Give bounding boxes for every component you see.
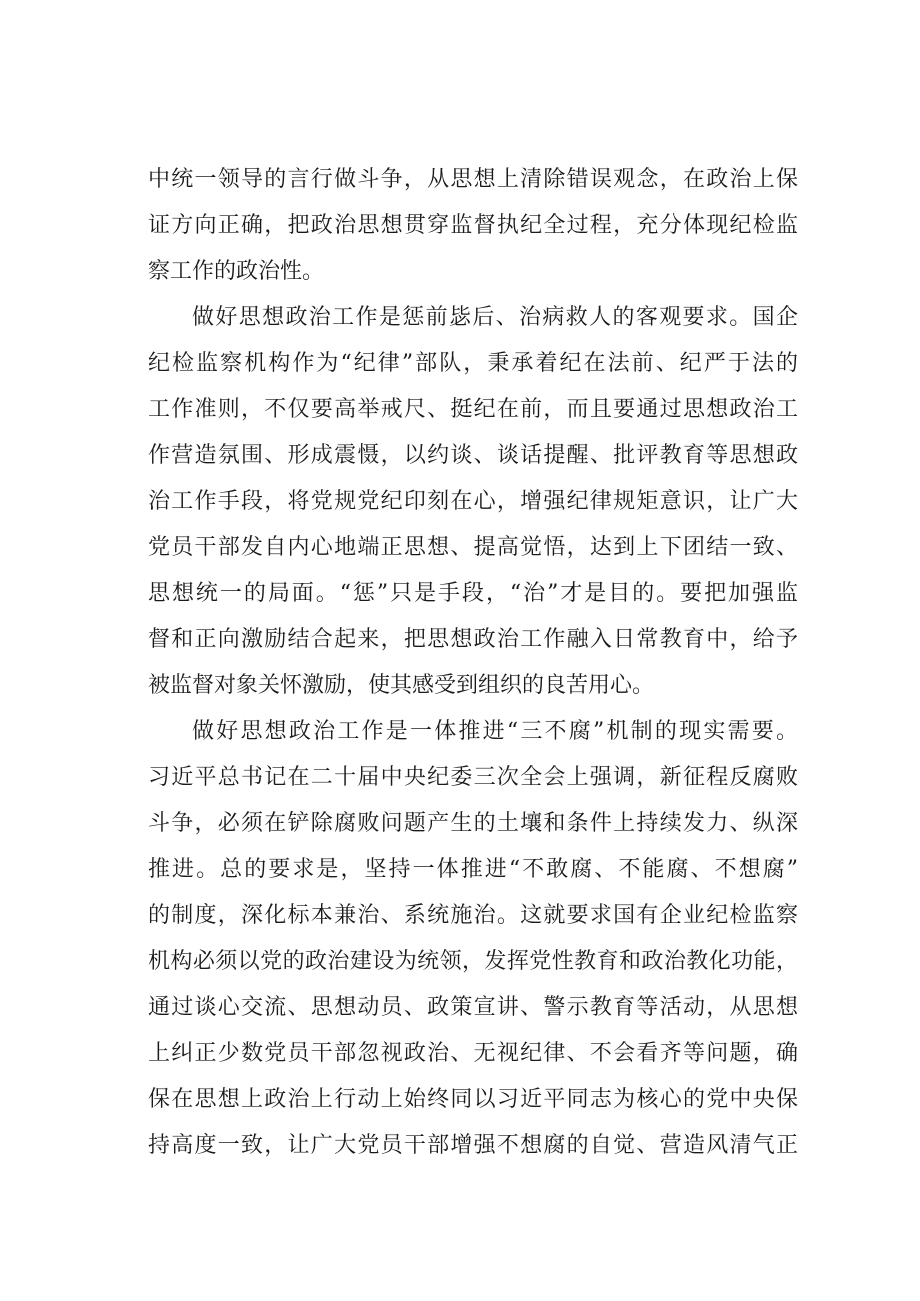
paragraph-2 bbox=[148, 295, 798, 709]
text-line: 上纠正少数党员干部忽视政治、无视纪律、不会看齐等问题，确 bbox=[148, 1041, 798, 1066]
text-line: 纪检监察机构作为“纪律”部队，秉承着纪在法前、纪严于法的 bbox=[148, 351, 798, 376]
text-line: 做好思想政治工作是一体推进“三不腐”机制的现实需要。 bbox=[192, 719, 798, 744]
paragraph-1 bbox=[148, 157, 798, 295]
text-line: 思想统一的局面。“惩”只是手段，“治”才是目的。要把加强监 bbox=[148, 581, 798, 606]
paragraph-3 bbox=[148, 709, 798, 1169]
text-line: 机构必须以党的政治建设为统领，发挥党性教育和政治教化功能， bbox=[148, 949, 798, 974]
text-line: 作营造氛围、形成震慑，以约谈、谈话提醒、批评教育等思想政 bbox=[148, 443, 798, 468]
text-line: 保在思想上政治上行动上始终同以习近平同志为核心的党中央保 bbox=[148, 1087, 798, 1112]
text-line: 察工作的政治性。 bbox=[148, 259, 325, 284]
text-line: 证方向正确，把政治思想贯穿监督执纪全过程，充分体现纪检监 bbox=[148, 213, 798, 238]
text-line: 被监督对象关怀激励，使其感受到组织的良苦用心。 bbox=[148, 673, 655, 698]
text-line: 持高度一致，让广大党员干部增强不想腐的自觉、营造风清气正 bbox=[148, 1133, 798, 1158]
text-line: 的制度，深化标本兼治、系统施治。这就要求国有企业纪检监察 bbox=[148, 903, 798, 928]
text-line: 治工作手段，将党规党纪印刻在心，增强纪律规矩意识，让广大 bbox=[148, 489, 798, 514]
text-line: 党员干部发自内心地端正思想、提高觉悟，达到上下团结一致、 bbox=[148, 535, 798, 560]
text-line: 推进。总的要求是，坚持一体推进“不敢腐、不能腐、不想腐” bbox=[148, 857, 798, 882]
text-line: 中统一领导的言行做斗争，从思想上清除错误观念，在政治上保 bbox=[148, 167, 798, 192]
text-line: 督和正向激励结合起来，把思想政治工作融入日常教育中，给予 bbox=[148, 627, 798, 652]
text-line: 习近平总书记在二十届中央纪委三次全会上强调，新征程反腐败 bbox=[148, 765, 798, 790]
text-line: 斗争，必须在铲除腐败问题产生的土壤和条件上持续发力、纵深 bbox=[148, 811, 798, 836]
body-text bbox=[148, 157, 798, 1169]
text-line: 工作准则，不仅要高举戒尺、挺纪在前，而且要通过思想政治工 bbox=[148, 397, 798, 422]
text-line: 通过谈心交流、思想动员、政策宣讲、警示教育等活动，从思想 bbox=[148, 995, 798, 1020]
text-line: 做好思想政治工作是惩前毖后、治病救人的客观要求。国企 bbox=[192, 305, 798, 330]
